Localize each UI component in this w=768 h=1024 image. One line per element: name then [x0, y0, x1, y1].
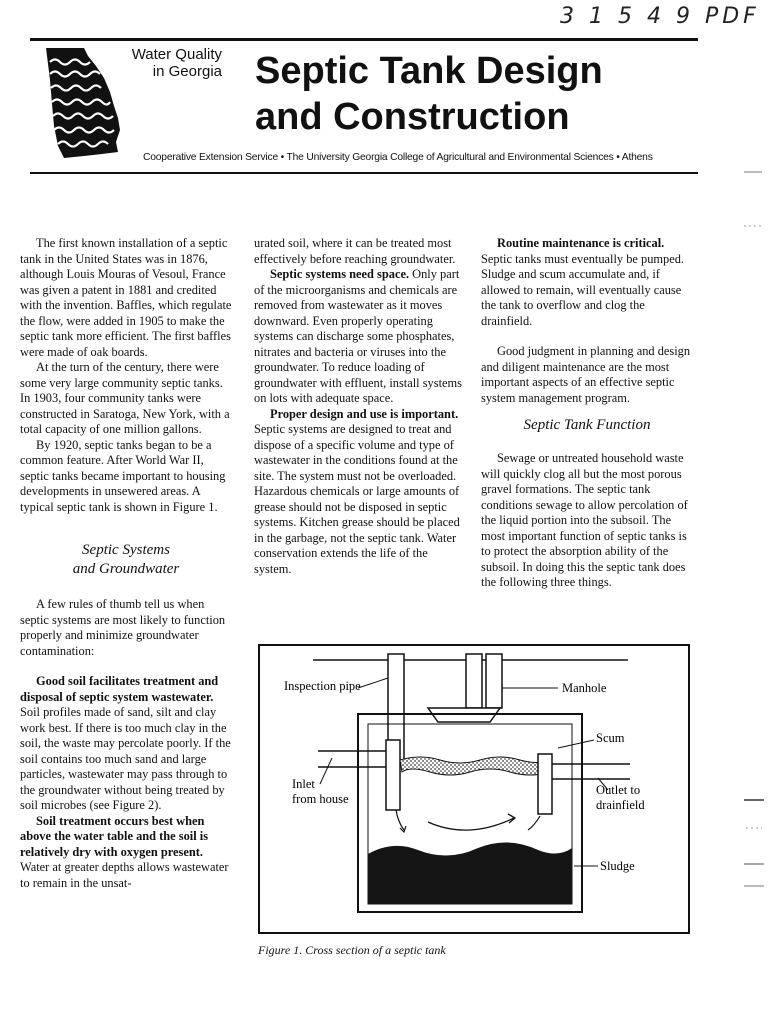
c3-p1-text: Septic tanks must eventually be pumped. Sludge and scum accumulate and, if allowed to remain, will eventually cause the tank to overflow and clog the drainfield. — [481, 251, 685, 328]
heading-line-1: Septic Systems — [82, 542, 170, 558]
column-1 — [20, 236, 232, 891]
label-inlet-line-2: from house — [292, 792, 349, 806]
figure-caption: Figure 1. Cross section of a septic tank — [258, 943, 446, 957]
sludge-layer — [368, 842, 572, 904]
c3-paragraph-3: Sewage or untreated household waste will quickly clog all but the most porous gravel formations. The septic tank conditions sewage to allow percolation of the liquid portion into the subsoil. The most important function of septic tanks is to protect the absorption ability of the subsoil. In doing this the septic tank does the following three things. — [481, 451, 688, 589]
c2-paragraph-1: urated soil, where it can be treated most effectively before reaching groundwater. — [254, 236, 456, 266]
c2-paragraph-3 — [254, 407, 462, 578]
c2-p2-text: Only part of the microorganisms and chemicals are removed from wastewater as it moves downward. Even properly operating systems can discharge some phosphates, nitrates and bacteria or viruses into the groundwater. To reduce loading of groundwater with effluent, install systems on lots with adequate space. — [254, 267, 462, 405]
manhole-right-wall — [466, 654, 482, 708]
c1-paragraph-3: By 1920, septic tanks began to be a common feature. After World War II, septic tanks became important to housing developments in unsewered areas. A typical septic tank is shown in Figure 1. — [20, 437, 226, 514]
heading-line-2: and Groundwater — [72, 561, 180, 577]
label-manhole: Manhole — [562, 681, 607, 695]
outlet-baffle — [538, 754, 552, 814]
label-sludge: Sludge — [600, 859, 635, 873]
c1-paragraph-6 — [20, 814, 232, 892]
c2-p3-text: Septic systems are designed to treat and dispose of a specific volume and type of wastewater in the conditions found at the site. The system must not be overloaded. Hazardous chemicals or large amounts of grease should not be disposed in septic systems. Kitchen grease should be placed in the garbage, not the septic tank. Water conservation extends the life of the system. — [254, 422, 460, 576]
c3-paragraph-1 — [481, 236, 693, 329]
manhole-left-wall — [486, 654, 502, 708]
title-line-2: and Construction — [255, 96, 570, 138]
septic-tank-figure — [258, 644, 690, 934]
c1-p6-text: Water at greater depths allows wastewater to remain in the unsat- — [20, 860, 229, 890]
heading-septic-tank-function: Septic Tank Function — [523, 417, 651, 433]
c1-paragraph-2: At the turn of the century, there were some very large community septic tanks. In 1903, four community tanks were constructed in Saratoga, New York, with a total capacity of one million gallons. — [20, 360, 230, 436]
c1-paragraph-5 — [20, 674, 232, 814]
c3-p1-bold: Routine maintenance is critical. — [497, 236, 665, 250]
handwritten-note: 3 1 5 4 9 PDF — [560, 4, 760, 29]
c1-p5-text: Soil profiles made of sand, silt and clay work best. If there is too much clay in the soil, the waste may percolate poorly. If the soil contains too much sand and large particles, wastewater may pass through to the groundwater without being treated by soil microbes (see Figure 2). — [20, 705, 231, 812]
masthead-top-rule — [30, 38, 698, 41]
c2-p3-bold: Proper design and use is important. — [270, 406, 459, 421]
georgia-state-logo — [44, 46, 124, 164]
series-line-1: Water Quality — [131, 46, 222, 63]
series-name — [114, 46, 222, 80]
c1-p5-bold: Good soil facilitates treatment and disposal of septic system wastewater. — [20, 674, 219, 704]
publisher-line: Cooperative Extension Service • The University Georgia College of Agricultural and Environmental Sciences • Athens — [143, 152, 653, 163]
label-inlet-line-1: Inlet — [292, 777, 315, 791]
column-2 — [254, 236, 462, 577]
heading-septic-systems-groundwater — [20, 541, 232, 579]
title-line-1: Septic Tank Design — [255, 50, 603, 92]
label-outlet-line-2: drainfield — [596, 798, 645, 812]
column-3 — [481, 236, 693, 591]
page-title — [255, 48, 695, 140]
c2-p2-bold: Septic systems need space. — [270, 267, 410, 281]
masthead-bottom-rule — [30, 172, 698, 174]
c1-paragraph-1: The first known installation of a septic tank in the United States was in 1876, although Louis Mouras of Vesoul, France was given a patent in 1881 and credited with the invention. Baffles, which regulate the flow, were added in 1905 to make the septic tank more efficient. The first baffles were made of oak boards. — [20, 236, 232, 359]
c1-p6-bold: Soil treatment occurs best when above the water table and the soil is relatively dry with oxygen present. — [20, 813, 209, 859]
c3-paragraph-2: Good judgment in planning and design and diligent maintenance are the most important aspects of an effective septic system management program. — [481, 344, 691, 405]
inlet-baffle — [386, 740, 400, 810]
c2-paragraph-2 — [254, 267, 462, 407]
label-inspection-pipe: Inspection pipe — [284, 679, 361, 693]
c1-paragraph-4: A few rules of thumb tell us when septic systems are most likely to function properly and minimize groundwater contamination: — [20, 597, 226, 658]
label-outlet-line-1: Outlet to — [596, 783, 641, 797]
margin-scan-marks — [740, 160, 768, 920]
series-line-2: in Georgia — [152, 63, 222, 80]
label-scum: Scum — [596, 731, 625, 745]
